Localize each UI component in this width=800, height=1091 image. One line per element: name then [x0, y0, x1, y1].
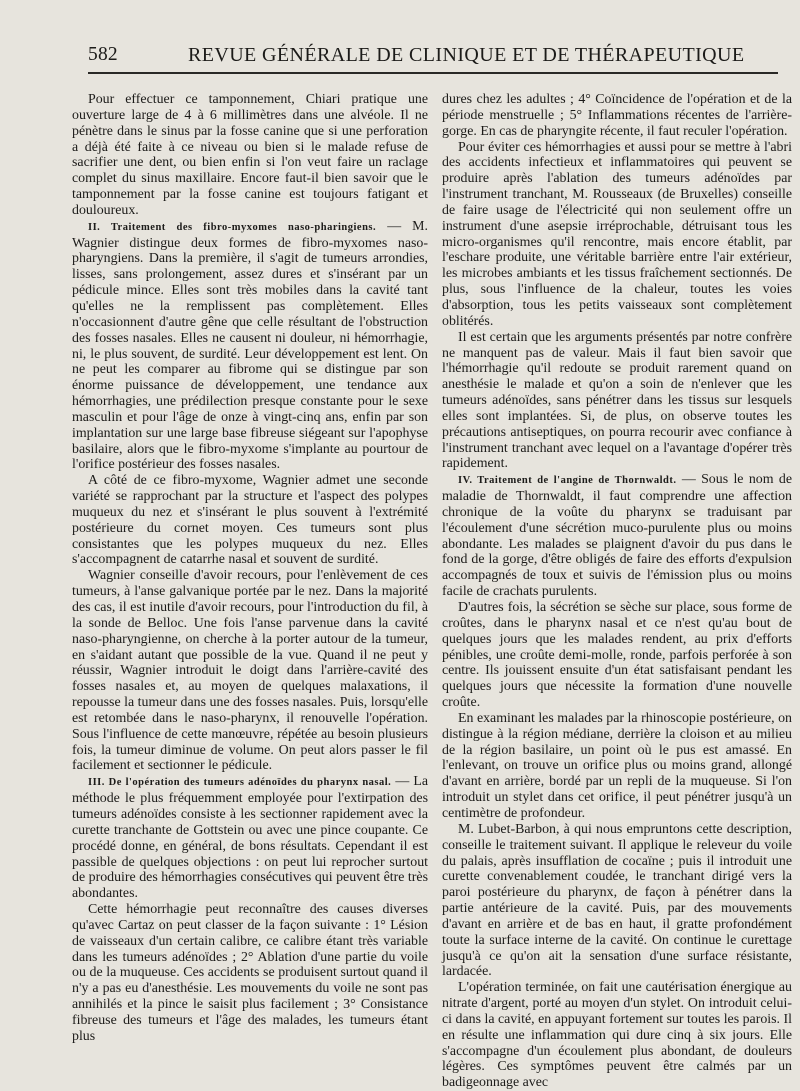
paragraph: dures chez les adultes ; 4° Coïncidence de l'opération et de la période menstruelle ; 5° Inflammations récentes de l'arrière-gorge. En cas de pharyngite récente, il faut reculer l'opération. — [442, 92, 792, 139]
paragraph: Pour éviter ces hémorrhagies et aussi pour se mettre à l'abri des accidents infectieux et inflammatoires qui peuvent se produire après l'ablation des tumeurs adénoïdes par l'instrument tranchant, M. Rousseaux (de Bruxelles) conseille de faire usage de l'électricité qui non seulement offre un instrument d'une asepsie irréprochable, détruisant tous les micro-organismes qu'il rencontre, mais encore établit, par l'eschare produite, une véritable barrière entre l'air extérieur, les microbes ambiants et les tissus fraîchement sectionnés. De plus, sous l'influence de la chaleur, toutes les voies d'absorption, tous les petits vaisseaux sont complètement oblitérés. — [442, 139, 792, 329]
section-paragraph — [72, 219, 428, 474]
section-heading: III. De l'opération des tumeurs adénoïdes du pharynx nasal. — [88, 777, 392, 789]
header-rule — [88, 72, 778, 74]
page-number: 582 — [88, 44, 118, 65]
paragraph: D'autres fois, la sécrétion se sèche sur place, sous forme de croûtes, dans le pharynx nasal et ce n'est qu'au bout de quelques jours que les malades rendent, au prix d'efforts pénibles, une croûte demi-molle, ronde, parfois perforée à son centre. Ils jouissent ensuite d'un état satisfaisant pendant les quelques jours que nécessite la formation d'une nouvelle croûte. — [442, 600, 792, 711]
section-text: — Sous le nom de maladie de Thornwaldt, il faut comprendre une affection chronique de la voûte du pharynx se traduisant par l'écoulement d'une sécrétion muco-purulente plus ou moins abondante. Les malades se plaignent d'avoir du pus dans le fond de la gorge, d'être obligés de faire des efforts d'expulsion accompagnés de toux et suivis de l'émission plus ou moins facile de crachats purulents. — [442, 472, 792, 600]
paragraph: Wagnier conseille d'avoir recours, pour l'enlèvement de ces tumeurs, à l'anse galvanique portée par le nez. Dans la majorité des cas, il est inutile d'avoir recours, pour l'introduction du fil, à la sonde de Belloc. Une fois l'anse parvenue dans la cavité naso-pharyngienne, on cherche à la porter autour de la tumeur, en s'aidant autant que possible de la vue. Quand il ne peut y réussir, Wagnier introduit le doigt dans l'arrière-cavité des fosses nasales et, au moyen de quelques malaxations, il repousse la tumeur dans une des fosses nasales. Puis, lorsqu'elle est retombée dans le naso-pharynx, il renouvelle l'opération. Sous l'influence de cette manœuvre, répétée au besoin plusieurs fois, la tumeur diminue de volume. On peut alors passer le fil facilement et sectionner le pédicule. — [72, 568, 428, 774]
right-column — [442, 92, 792, 1091]
paragraph: L'opération terminée, on fait une cautérisation énergique au nitrate d'argent, porté au moyen d'un stylet. On introduit celui-ci dans la cavité, en appuyant fortement sur toutes les parois. Il en résulte une inflammation qui dure cinq à six jours. Elle s'accompagne d'un écoulement plus abondant, de douleurs légères. Ces symptômes peuvent être calmés par un badigeonnage avec — [442, 980, 792, 1091]
paragraph: Pour effectuer ce tamponnement, Chiari pratique une ouverture large de 4 à 6 millimètres dans une alvéole. Il ne pénètre dans le sinus par la fosse canine que si une perforation a déjà été faite à ce niveau ou bien si le malade refuse de sacrifier une dent, ou bien enfin si l'on veut faire un raclage complet du sinus maxillaire. Encore faut-il bien savoir que le tamponnement par la fosse canine est toujours fatigant et douloureux. — [72, 92, 428, 218]
section-text: — M. Wagnier distingue deux formes de fibro-myxomes naso-pharyngiens. Dans la première, il s'agit de tumeurs arrondies, lisses, sans prolongement, assez dures et s'insérant par un pédicule mince. Elles sont très mobiles dans la cavité tant qu'elles ne la remplissent pas complètement. Elles n'occasionnent d'autre gêne que celle résultant de l'obstruction des fosses nasales. Elles ne causent ni douleur, ni hémorrhagie, ni, le plus souvent, de surdité. Leur développement est lent. On ne peut les comparer au fibrome qui se distingue par son énorme puissance de développement, une tendance aux hémorrhagies, une prédilection presque constante pour le sexe masculin et pour l'âge de onze à vingt-cinq ans, enfin par son implantation sur une large base fibreuse siégeant sur l'apophyse basilaire, alors que le fibro-myxome s'implante au pourtour de l'orifice postérieur des fosses nasales. — [72, 218, 428, 473]
paragraph: M. Lubet-Barbon, à qui nous empruntons cette description, conseille le traitement suivant. Il applique le releveur du voile du palais, après insufflation de cocaïne ; puis il introduit une curette convenablement coudée, le tranchant dirigé vers la paroi postérieure du pharynx, de façon à pénétrer dans la partie antérieure de la cavité. Puis, par des mouvements d'avant en arrière et de bas en haut, il gratte profondément toute la surface interne de la cavité. On continue le curettage jusqu'à ce qu'on ait la sensation d'une surface résistante, lardacée. — [442, 821, 792, 980]
paragraph: A côté de ce fibro-myxome, Wagnier admet une seconde variété se rapprochant par la structure et l'aspect des polypes muqueux du nez et s'insérant le plus souvent à l'extrémité postérieure du cornet moyen. Ces tumeurs sont plus consistantes que les polypes muqueux du nez. Elles s'accompagnent de catarrhe nasal et souvent de surdité. — [72, 473, 428, 568]
section-text: — La méthode le plus fréquemment employée pour l'extirpation des tumeurs adénoïdes consiste à les sectionner rapidement avec la curette tranchante de Gottstein ou avec une pince coupante. Ce procédé donne, en général, de bons résultats. Cependant il est passible de quelques objections : on peut lui reprocher surtout de produire des hémorrhagies consécutives qui peuvent être très abondantes. — [72, 774, 428, 902]
section-paragraph — [442, 472, 792, 600]
text-columns — [72, 92, 792, 1091]
section-paragraph — [72, 774, 428, 902]
running-head — [88, 40, 778, 70]
section-heading: IV. Traitement de l'angine de Thornwaldt. — [458, 475, 677, 487]
paragraph: Cette hémorrhagie peut reconnaître des causes diverses qu'avec Cartaz on peut classer de la façon suivante : 1° Lésion de vaisseaux d'un certain calibre, ce calibre étant très variable dans les tumeurs adénoïdes ; 2° Ablation d'une partie du voile ou de la muqueuse. Ces accidents se produisent surtout quand il n'y a pas eu d'anesthésie. Les mouvements du voile ne sont pas annihilés et la pince le saisit plus facilement ; 3° Consistance fibreuse des tumeurs et l'âge des malades, les tumeurs étant plus — [72, 902, 428, 1044]
paragraph: En examinant les malades par la rhinoscopie postérieure, on distingue à la région médiane, derrière la cloison et au milieu de la région basilaire, un point où le pus est amassé. En l'enlevant, on trouve un orifice plus ou moins grand, allongé d'avant en arrière, bordé par un repli de la muqueuse. Si l'on introduit un stylet dans cet orifice, il peut pénétrer jusqu'à un centimètre de profondeur. — [442, 710, 792, 821]
left-column — [72, 92, 428, 1042]
paragraph: Il est certain que les arguments présentés par notre confrère ne manquent pas de valeur. Mais il faut bien savoir que l'hémorrhagie qu'il redoute se produit rarement quand on anesthésie le malade et qu'on a soin de n'enlever que les tumeurs adénoïdes, sans pénétrer dans les tissus sur lesquels elles sont implantées. Si, de plus, on observe toutes les précautions antiseptiques, on pourra recourir avec confiance à l'instrument tranchant avec lequel on a l'avantage d'opérer très rapidement. — [442, 329, 792, 472]
journal-title: REVUE GÉNÉRALE DE CLINIQUE ET DE THÉRAPEUTIQUE — [188, 44, 745, 66]
section-heading: II. Traitement des fibro-myxomes naso-pharingiens. — [88, 221, 377, 233]
